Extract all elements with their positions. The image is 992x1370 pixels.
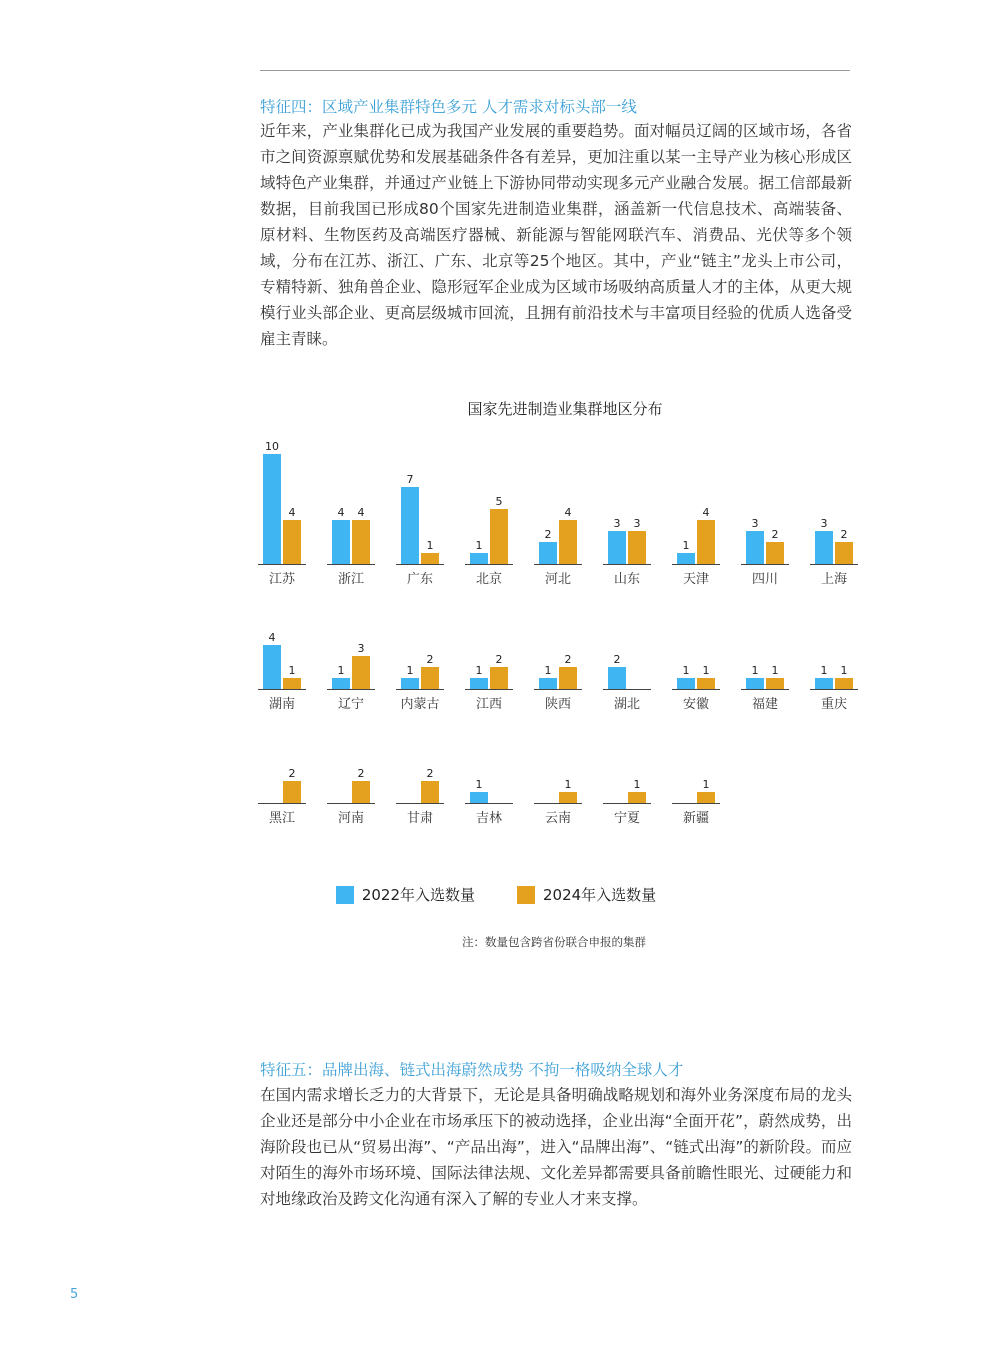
category-label: 浙江 bbox=[337, 572, 365, 587]
section4-heading: 特征四：区域产业集群特色多元 人才需求对标头部一线 bbox=[260, 98, 637, 116]
category-label: 福建 bbox=[751, 697, 779, 712]
category-label: 天津 bbox=[682, 572, 710, 587]
data-label: 3 bbox=[751, 517, 759, 530]
data-label: 1 bbox=[840, 664, 848, 677]
data-label: 2 bbox=[288, 767, 296, 780]
section4-body: 近年来，产业集群化已成为我国产业发展的重要趋势。面对幅员辽阔的区域市场，各省市之间资源禀赋优势和发展基础条件各有差异，更加注重以某一主导产业为核心形成区域特色产业集群，并通过产业链上下游协同带动实现多元产业融合发展。据工信部最新数据，目前我国已形成80个国家先进制造业集群，涵盖新一代信息技术、高端装备、原材料、生物医药及高端医疗器械、新能源与智能网联汽车、消费品、光伏等多个领域，分布在江苏、浙江、广东、北京等25个地区。其中，产业“链主”龙头上市公司，专精特新、独角兽企业、隐形冠军企业成为区域市场吸纳高质量人才的主体，从更大规模行业头部企业、更高层级城市回流，且拥有前沿技术与丰富项目经验的优质人选备受雇主青睐。 bbox=[260, 122, 852, 348]
section5-heading: 特征五：品牌出海、链式出海蔚然成势 不拘一格吸纳全球人才 bbox=[260, 1061, 684, 1079]
data-label: 1 bbox=[406, 664, 414, 677]
data-label: 4 bbox=[288, 506, 296, 519]
category-label: 四川 bbox=[751, 572, 779, 587]
category-label: 上海 bbox=[820, 572, 848, 587]
legend-swatch-2024 bbox=[517, 886, 535, 904]
bar-2024 bbox=[421, 781, 439, 803]
legend-swatch-2022 bbox=[336, 886, 354, 904]
data-label: 2 bbox=[771, 528, 779, 541]
legend-label-2022: 2022年入选数量 bbox=[361, 886, 475, 904]
data-label: 3 bbox=[613, 517, 621, 530]
bar-2022 bbox=[401, 678, 419, 689]
data-label: 1 bbox=[544, 664, 552, 677]
bar-2024 bbox=[421, 667, 439, 689]
category-label: 吉林 bbox=[475, 811, 503, 826]
data-label: 4 bbox=[564, 506, 572, 519]
category-label: 内蒙古 bbox=[400, 697, 440, 712]
bar-2024 bbox=[490, 509, 508, 564]
data-label: 1 bbox=[682, 664, 690, 677]
bar-2024 bbox=[766, 678, 784, 689]
data-label: 3 bbox=[633, 517, 641, 530]
bar-2022 bbox=[539, 678, 557, 689]
data-label: 1 bbox=[820, 664, 828, 677]
category-label: 新疆 bbox=[682, 811, 710, 826]
data-label: 1 bbox=[633, 778, 641, 791]
data-label: 5 bbox=[495, 495, 503, 508]
bar-2022 bbox=[677, 678, 695, 689]
data-label: 2 bbox=[544, 528, 552, 541]
category-label: 云南 bbox=[544, 811, 572, 826]
bar-2024 bbox=[283, 520, 301, 564]
category-label: 北京 bbox=[475, 572, 503, 587]
category-label: 辽宁 bbox=[337, 697, 365, 712]
data-label: 2 bbox=[357, 767, 365, 780]
data-label: 1 bbox=[682, 539, 690, 552]
bar-2022 bbox=[539, 542, 557, 564]
data-label: 1 bbox=[702, 664, 710, 677]
data-label: 7 bbox=[406, 473, 414, 486]
category-label: 重庆 bbox=[820, 697, 848, 712]
bar-2022 bbox=[470, 553, 488, 564]
data-label: 3 bbox=[357, 642, 365, 655]
bar-2022 bbox=[263, 454, 281, 564]
bar-2024 bbox=[421, 553, 439, 564]
bar-2022 bbox=[608, 531, 626, 564]
bar-2024 bbox=[697, 678, 715, 689]
category-label: 宁夏 bbox=[613, 811, 641, 826]
bar-2022 bbox=[746, 531, 764, 564]
bar-2024 bbox=[352, 520, 370, 564]
bar-2024 bbox=[835, 542, 853, 564]
data-label: 1 bbox=[771, 664, 779, 677]
bar-2024 bbox=[559, 667, 577, 689]
bar-2022 bbox=[746, 678, 764, 689]
bar-2022 bbox=[815, 678, 833, 689]
bar-2024 bbox=[628, 792, 646, 803]
bar-2024 bbox=[283, 678, 301, 689]
bar-2024 bbox=[766, 542, 784, 564]
category-label: 黑江 bbox=[268, 811, 296, 826]
bar-2022 bbox=[401, 487, 419, 564]
data-label: 4 bbox=[702, 506, 710, 519]
bar-2022 bbox=[608, 667, 626, 689]
bar-2022 bbox=[332, 678, 350, 689]
bar-2022 bbox=[332, 520, 350, 564]
bar-2024 bbox=[628, 531, 646, 564]
bar-2024 bbox=[697, 792, 715, 803]
bar-2022 bbox=[470, 678, 488, 689]
category-label: 河南 bbox=[337, 811, 365, 826]
data-label: 1 bbox=[426, 539, 434, 552]
data-label: 2 bbox=[426, 767, 434, 780]
category-label: 江苏 bbox=[268, 572, 296, 587]
data-label: 10 bbox=[265, 440, 279, 453]
category-label: 湖南 bbox=[268, 697, 296, 712]
category-label: 甘肃 bbox=[406, 811, 434, 826]
data-label: 1 bbox=[288, 664, 296, 677]
bar-2022 bbox=[263, 645, 281, 689]
section5-body: 在国内需求增长乏力的大背景下，无论是具备明确战略规划和海外业务深度布局的龙头企业还是部分中小企业在市场承压下的被动选择，企业出海“全面开花”，蔚然成势，出海阶段也已从“贸易出海”、“产品出海”，进入“品牌出海”、“链式出海”的新阶段。而应对陌生的海外市场环境、国际法律法规、文化差异都需要具备前瞻性眼光、过硬能力和对地缘政治及跨文化沟通有深入了解的专业人才来支撑。 bbox=[260, 1086, 852, 1208]
legend-item-2022 bbox=[336, 884, 475, 905]
bar-2022 bbox=[677, 553, 695, 564]
category-label: 河北 bbox=[544, 572, 572, 587]
data-label: 2 bbox=[495, 653, 503, 666]
category-label: 广东 bbox=[406, 572, 434, 587]
data-label: 1 bbox=[475, 664, 483, 677]
bar-2024 bbox=[559, 520, 577, 564]
data-label: 1 bbox=[337, 664, 345, 677]
chart-legend bbox=[0, 884, 992, 905]
data-label: 2 bbox=[840, 528, 848, 541]
bar-2022 bbox=[815, 531, 833, 564]
data-label: 1 bbox=[751, 664, 759, 677]
data-label: 4 bbox=[268, 631, 276, 644]
bar-2024 bbox=[283, 781, 301, 803]
data-label: 2 bbox=[613, 653, 621, 666]
data-label: 1 bbox=[475, 539, 483, 552]
data-label: 1 bbox=[702, 778, 710, 791]
category-label: 山东 bbox=[613, 572, 641, 587]
category-label: 江西 bbox=[475, 697, 503, 712]
bar-2024 bbox=[352, 656, 370, 689]
bar-2024 bbox=[559, 792, 577, 803]
data-label: 4 bbox=[337, 506, 345, 519]
page-number: 5 bbox=[70, 1287, 79, 1302]
bar-2024 bbox=[490, 667, 508, 689]
category-label: 陕西 bbox=[544, 697, 572, 712]
data-label: 3 bbox=[820, 517, 828, 530]
bar-2022 bbox=[470, 792, 488, 803]
bar-2024 bbox=[835, 678, 853, 689]
legend-label-2024: 2024年入选数量 bbox=[543, 886, 657, 904]
legend-item-2024 bbox=[517, 884, 656, 905]
data-label: 1 bbox=[475, 778, 483, 791]
category-label: 安徽 bbox=[682, 697, 710, 712]
chart-note: 注：数量包含跨省份联合申报的集群 bbox=[462, 935, 646, 949]
data-label: 2 bbox=[426, 653, 434, 666]
chart-title: 国家先进制造业集群地区分布 bbox=[467, 400, 663, 418]
data-label: 2 bbox=[564, 653, 572, 666]
data-label: 1 bbox=[564, 778, 572, 791]
data-label: 4 bbox=[357, 506, 365, 519]
bar-2024 bbox=[697, 520, 715, 564]
bar-2024 bbox=[352, 781, 370, 803]
category-label: 湖北 bbox=[613, 697, 641, 712]
